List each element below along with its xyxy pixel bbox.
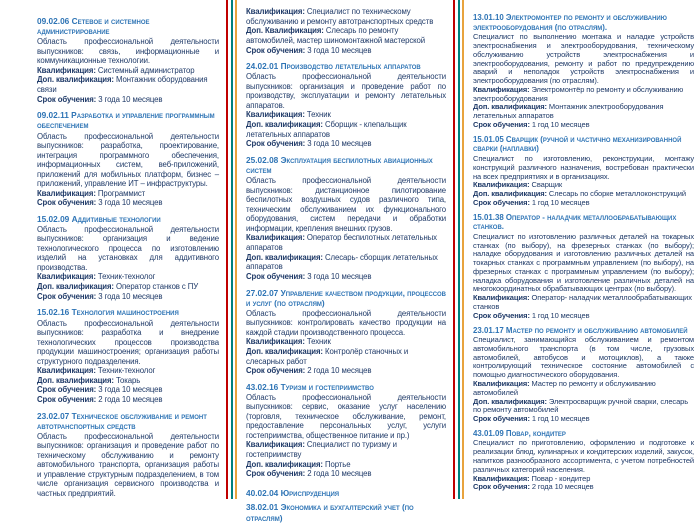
field-label: Срок обучения: xyxy=(246,271,306,281)
field-label: Квалификация: xyxy=(246,337,305,347)
field-value: 2 года 10 месяцев xyxy=(307,469,372,479)
program-heading xyxy=(246,288,446,308)
field-value: Системный администратор xyxy=(97,65,195,75)
program-field xyxy=(246,110,446,120)
program-code: 09.02.11 xyxy=(37,110,69,121)
paid-program-entry xyxy=(246,488,446,499)
program-field xyxy=(246,469,446,479)
program-description: Область профессиональной деятельности выпускников: контролировать качество продукции на каждой стадии производственного процесса. xyxy=(246,308,446,337)
field-value: 1 год 10 месяцев xyxy=(531,310,590,320)
program-title: Юриспруденция xyxy=(280,488,340,499)
program-title: Туризм и гостеприимство xyxy=(280,381,374,392)
program-entry xyxy=(473,429,694,492)
field-value: 3 года 10 месяцев xyxy=(307,139,372,149)
program-description: Область профессиональной деятельности выпускников: организация и ведение технологического процесса по изготовлению изделий на установках для аддитивного производства. xyxy=(37,224,219,272)
program-heading xyxy=(246,155,446,175)
program-entry xyxy=(246,7,446,55)
program-field xyxy=(37,95,219,105)
field-value: 3 года 10 месяцев xyxy=(307,271,372,281)
field-value: Мастер по ремонту и обслуживанию автомобилей xyxy=(473,378,656,397)
field-label: Квалификация: xyxy=(246,233,305,243)
program-code: 13.01.10 xyxy=(473,13,504,22)
program-entry xyxy=(246,155,446,282)
field-label: Квалификация: xyxy=(37,65,96,75)
field-label: Квалификация: xyxy=(246,110,305,120)
program-heading xyxy=(473,135,694,154)
program-heading xyxy=(473,13,694,32)
field-value: Слесарь по ремонту автомобилей, мастер шиномонтажной мастерской xyxy=(246,26,426,45)
divider-stripe-teal xyxy=(458,0,460,499)
program-entry xyxy=(37,214,219,302)
field-value: 2 года 10 месяцев xyxy=(531,482,594,492)
program-entry xyxy=(246,61,446,149)
column-divider xyxy=(451,0,466,499)
program-description: Область профессиональной деятельности выпускников: сервис, оказание услуг населению (торговля, техническое обслуживание, ремонт, предоставление персональных услуг, услуги гостеприимства, общественное питание и пр.) xyxy=(246,392,446,440)
field-label: Квалификация: xyxy=(473,84,530,94)
program-field xyxy=(473,121,694,130)
field-label: Квалификация: xyxy=(37,272,96,282)
program-field xyxy=(246,139,446,149)
field-label: Срок обучения: xyxy=(473,414,530,424)
field-value: 3 года 10 месяцев xyxy=(98,94,163,104)
program-description: Область профессиональной деятельности выпускников: дистанционное пилотирование беспилотных воздушных судов различного типа, техническим обслуживанием их функционального оборудования, систем передачи и обработки информации, крепления внешних грузов. xyxy=(246,176,446,233)
program-description: Специалист по изготовлению, реконструкции, монтажу конструкций различного назначения, востребован практически на всех предприятиях и в организациях. xyxy=(473,153,694,181)
program-field xyxy=(37,198,219,208)
field-label: Квалификация: xyxy=(37,366,96,376)
program-code: 40.02.04 xyxy=(246,488,279,499)
program-title: Техническое обслуживание и ремонт автотранспортных средств xyxy=(37,410,207,431)
program-entry xyxy=(37,411,219,499)
field-value: Электромонтёр по ремонту и обслуживанию электрооборудования xyxy=(473,84,684,103)
column-divider xyxy=(224,0,239,499)
field-label: Срок обучения: xyxy=(37,395,97,405)
field-label: Доп. Квалификация: xyxy=(246,26,324,36)
field-label: Квалификация: xyxy=(473,473,530,483)
program-title: Сетевое и системное администрирование xyxy=(37,16,150,37)
field-label: Доп. квалификация: xyxy=(246,346,323,356)
field-label: Срок обучения: xyxy=(473,119,530,129)
program-entry xyxy=(473,13,694,130)
program-code: 15.01.05 xyxy=(473,134,504,144)
field-value: Слесарь по сборке металлоконструкций xyxy=(548,189,686,199)
program-field xyxy=(37,292,219,302)
divider-stripe-orange xyxy=(235,0,237,499)
column-2-specialists-continued xyxy=(239,0,451,523)
field-value: 1 год 10 месяцев xyxy=(531,414,590,424)
program-entry xyxy=(37,16,219,104)
program-heading xyxy=(37,110,219,130)
field-label: Срок обучения: xyxy=(246,366,306,376)
program-title: Оператор - наладчик металлообрабатывающих станков. xyxy=(473,212,677,232)
program-field xyxy=(37,366,219,376)
program-field xyxy=(37,395,219,405)
field-label: Срок обучения: xyxy=(37,198,97,208)
field-label: Срок обучения: xyxy=(37,385,97,395)
field-label: Доп. квалификация: xyxy=(246,459,323,469)
program-code: 27.02.07 xyxy=(246,287,279,298)
program-heading xyxy=(473,429,694,439)
program-field xyxy=(473,398,694,416)
program-title: Разработка и управление программным обеспечением xyxy=(37,110,215,131)
program-field xyxy=(473,415,694,424)
program-field xyxy=(37,385,219,395)
program-code: 15.02.09 xyxy=(37,213,70,224)
program-field xyxy=(37,75,219,94)
field-label: Срок обучения: xyxy=(473,482,530,492)
field-value: Оператор станков с ПУ xyxy=(116,282,199,292)
field-value: Токарь xyxy=(116,375,141,385)
field-value: 3 года 10 месяцев xyxy=(307,45,372,55)
program-entry xyxy=(473,135,694,208)
program-field xyxy=(246,253,446,272)
field-label: Срок обучения: xyxy=(37,291,97,301)
field-value: Техник xyxy=(306,337,331,347)
divider-stripe-orange xyxy=(462,0,464,499)
program-code: 25.02.08 xyxy=(246,155,279,166)
program-field xyxy=(473,294,694,312)
program-code: 23.01.17 xyxy=(473,325,504,335)
program-field xyxy=(37,282,219,292)
program-field xyxy=(37,272,219,282)
field-label: Квалификация: xyxy=(246,7,305,16)
program-code: 15.01.38 xyxy=(473,212,504,222)
field-value: 3 года 10 месяцев xyxy=(98,198,163,208)
field-label: Доп. квалификация: xyxy=(37,75,114,85)
program-title: Сварщик (ручной и частично механизированной сварки (наплавки) xyxy=(473,134,682,154)
column-3-workers xyxy=(466,0,700,499)
program-code: 15.02.16 xyxy=(37,307,70,318)
program-title: Повар, кондитер xyxy=(505,428,566,438)
program-description: Специалист по изготовлению различных деталей на токарных станках (по выбору), на фрезерных станках (по выбору); наладке оборудования и изготовлению различных деталей на токарных станках с программным управлением (по выбору), на фрезерных станках с программным управлением (по выбору); наладка оборудования и изготовление различных деталей на многокоординатных обрабатывающих центрах (по выбору). xyxy=(473,231,694,294)
program-code: 43.01.09 xyxy=(473,428,504,438)
program-field xyxy=(473,103,694,121)
program-field xyxy=(246,7,446,26)
program-field xyxy=(473,199,694,208)
field-label: Квалификация: xyxy=(473,293,530,303)
field-value: Специалист по туризму и гостеприимству xyxy=(246,440,397,460)
program-description: Специалист по выполнению монтажа и наладке устройств электроснабжения и электрооборудования, техническому обслуживанию устройств электроснабжения и электрооборудования, ремонту и работ по предупреждению аварий и неполадок устройств электроснабжения и электрооборудования (по отраслям). xyxy=(473,32,694,86)
field-value: 3 года 10 месяцев xyxy=(98,291,163,301)
program-field xyxy=(473,380,694,398)
field-label: Срок обучения: xyxy=(37,94,97,104)
program-heading xyxy=(473,326,694,336)
column-1-specialists xyxy=(0,0,224,499)
program-field xyxy=(473,312,694,321)
field-value: 1 год 10 месяцев xyxy=(531,197,590,207)
field-value: 2 года 10 месяцев xyxy=(98,395,163,405)
program-field xyxy=(473,86,694,104)
program-code: 24.02.01 xyxy=(246,61,279,72)
program-description: Область профессиональной деятельности выпускников: связь, информационные и коммуникационные технологии. xyxy=(37,37,219,66)
field-value: Оператор- наладчик металлообрабатывающих станков xyxy=(473,293,692,311)
field-value: Слесарь- сборщик летательных аппаратов xyxy=(246,252,438,272)
program-field xyxy=(473,483,694,492)
field-value: Сварщик xyxy=(531,180,563,190)
program-heading xyxy=(473,213,694,232)
field-label: Срок обучения: xyxy=(246,45,306,55)
program-field xyxy=(246,46,446,56)
divider-stripe-red xyxy=(453,0,455,499)
field-label: Срок обучения: xyxy=(473,310,530,320)
field-label: Срок обучения: xyxy=(246,469,306,479)
program-code: 09.02.06 xyxy=(37,16,70,26)
program-entry xyxy=(473,326,694,424)
divider-stripe-teal xyxy=(231,0,233,499)
field-label: Доп. квалификация: xyxy=(473,189,547,199)
field-value: Монтажник электрооборудования летательных аппаратов xyxy=(473,102,664,121)
program-entry xyxy=(246,382,446,479)
field-label: Срок обучения: xyxy=(473,197,530,207)
field-value: Техник xyxy=(306,110,331,120)
program-heading xyxy=(246,61,446,71)
field-value: Программист xyxy=(97,188,146,198)
program-description: Область профессиональной деятельности выпускников: организация и проведение работ по производству, эксплуатации и ремонту летательных аппаратов. xyxy=(246,72,446,110)
field-label: Квалификация: xyxy=(246,440,305,450)
field-value: 3 года 10 месяцев xyxy=(98,385,163,395)
field-value: Портье xyxy=(325,459,351,469)
program-entry xyxy=(37,110,219,208)
field-label: Доп. квалификация: xyxy=(246,120,323,130)
program-code: 23.02.07 xyxy=(37,410,70,421)
program-heading xyxy=(37,307,219,317)
field-label: Доп. квалификация: xyxy=(473,396,547,406)
program-field xyxy=(246,366,446,376)
field-value: Повар - кондитер xyxy=(531,473,591,483)
field-label: Доп. квалификация: xyxy=(37,282,114,292)
field-value: Техник-технолог xyxy=(97,272,156,282)
program-field xyxy=(37,66,219,76)
field-value: Оператор беспилотных летательных аппаратов xyxy=(246,233,437,252)
program-code: 43.02.16 xyxy=(246,381,279,392)
field-label: Срок обучения: xyxy=(246,139,306,149)
field-value: Сборщик - клепальщик летательных аппаратов xyxy=(246,120,407,139)
program-entry xyxy=(473,213,694,321)
field-value: 2 года 10 месяцев xyxy=(307,366,372,376)
field-label: Доп. квалификация: xyxy=(246,252,323,262)
divider-stripe-red xyxy=(226,0,228,499)
program-description: Специалист, занимающийся обслуживанием и ремонтом автомобильного транспорта (в том числе, грузовых автомобилей, автобусов и мотоциклов), а также контролирующий техническое состояние автомобилей с помощью диагностического оборудования. xyxy=(473,335,694,380)
program-description: Специалист по приготовлению, оформлению и подготовке к реализации блюд, кулинарных и кондитерских изделий, закусок, напитков разнообразного ассортимента, с учетом потребностей различных категорий населения. xyxy=(473,438,694,474)
field-value: Техник-технолог xyxy=(97,366,156,376)
program-field xyxy=(246,337,446,347)
field-value: Специалист по техническому обслуживанию и ремонту автотранспортных средств xyxy=(246,7,434,26)
field-label: Квалификация: xyxy=(473,378,530,388)
program-title: Электромонтер по ремонту и обслуживанию электрооборудования (по отраслям). xyxy=(473,13,667,32)
program-title: Управление качеством продукции, процессов и услуг (по отраслям) xyxy=(246,287,446,308)
program-heading xyxy=(37,411,219,431)
program-heading xyxy=(246,382,446,392)
program-title: Экономика и бухгалтерский учет (по отраслям) xyxy=(246,501,414,523)
program-title: Технология машиностроения xyxy=(71,307,179,318)
program-description: Область профессиональной деятельности выпускников: разработка, проектирование, интеграция программного обеспечения, информационных систем, веб-приложений, приложений для мобильных платформ, бизнес – приложений, управление ИТ – инфраструктуры. xyxy=(37,131,219,189)
program-entry xyxy=(246,288,446,376)
program-field xyxy=(246,272,446,282)
program-field xyxy=(246,26,446,45)
program-field xyxy=(246,233,446,252)
field-value: 1 год 10 месяцев xyxy=(531,119,590,129)
program-field xyxy=(246,120,446,139)
program-heading xyxy=(37,214,219,224)
field-value: Монтажник оборудования связи xyxy=(37,75,208,95)
field-label: Квалификация: xyxy=(37,188,96,198)
program-title: Эксплуатация беспилотных авиационных систем xyxy=(246,155,433,176)
program-field xyxy=(246,460,446,470)
program-field xyxy=(246,440,446,459)
field-value: Контролёр станочных и слесарных работ xyxy=(246,346,409,366)
program-title: Аддитивные технологии xyxy=(71,213,161,224)
field-value: Электросварщик ручной сварки, слесарь по ремонту автомобилей xyxy=(473,396,689,415)
program-heading xyxy=(37,16,219,36)
program-field xyxy=(37,189,219,199)
program-description: Область профессиональной деятельности выпускников: разработка и внедрение технологических процессов производства продукции машиностроения; организация работы структурного подразделения. xyxy=(37,318,219,366)
program-field xyxy=(37,376,219,386)
field-label: Квалификация: xyxy=(473,180,530,190)
program-entry xyxy=(37,307,219,404)
program-title: Мастер по ремонту и обслуживанию автомобилей xyxy=(505,325,688,335)
program-code: 38.02.01 xyxy=(246,501,279,512)
program-field xyxy=(246,347,446,366)
program-description: Область профессиональной деятельности выпускников: организация и проведение работ по техническому обслуживанию и ремонту автомобильного транспорта, организация работы и управление структурным подразделением, в том числе организация сервисного производства и частных предприятий. xyxy=(37,431,219,498)
field-label: Доп. квалификация: xyxy=(473,102,547,112)
paid-program-entry xyxy=(246,502,446,523)
program-title: Производство летательных аппаратов xyxy=(280,61,421,72)
field-label: Доп. квалификация: xyxy=(37,375,114,385)
